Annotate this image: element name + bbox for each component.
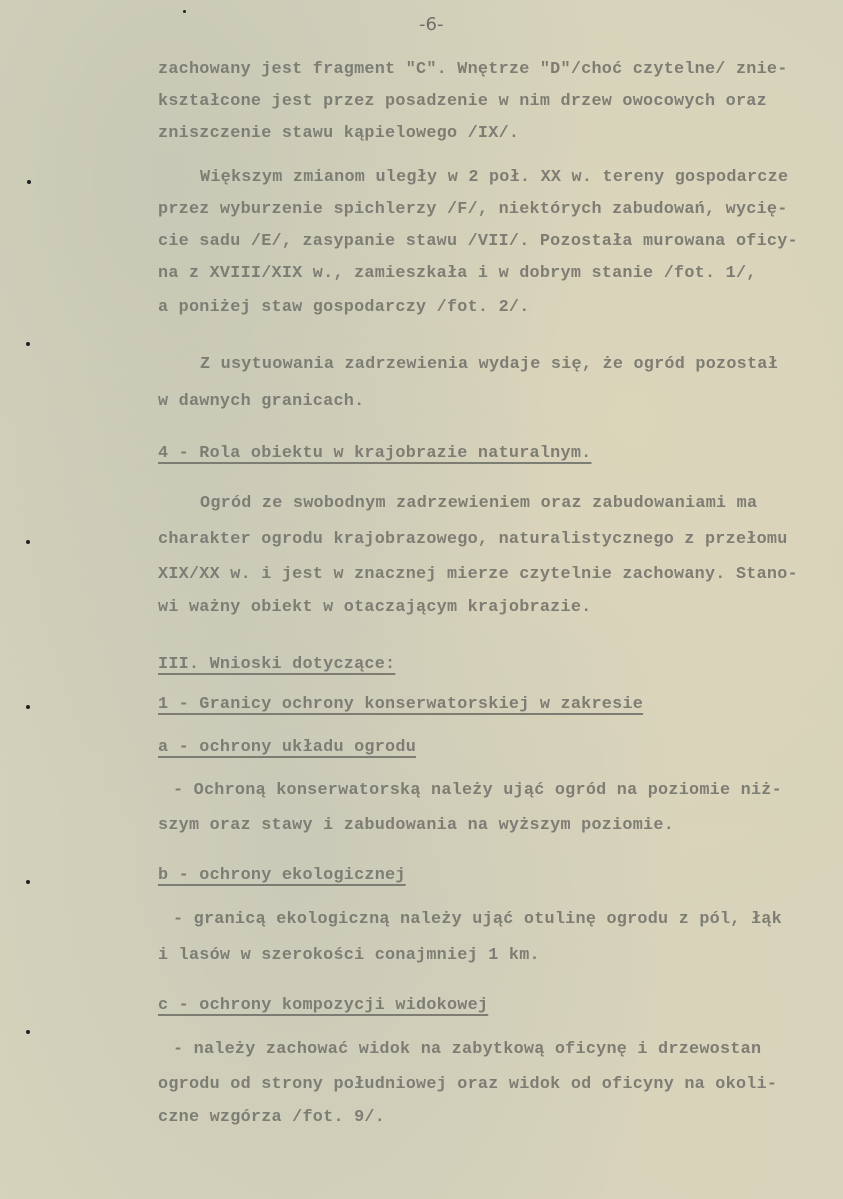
binder-hole-mark (26, 1030, 30, 1034)
text-line: XIX/XX w. i jest w znacznej mierze czytelnie zachowany. Stano- (158, 565, 798, 584)
text-line: zniszczenie stawu kąpielowego /IX/. (158, 124, 520, 143)
binder-hole-mark (27, 180, 31, 184)
text-line: a poniżej staw gospodarczy /fot. 2/. (158, 298, 530, 317)
text-line: w dawnych granicach. (158, 392, 365, 411)
section-heading-1: 1 - Granicy ochrony konserwatorskiej w zakresie (158, 695, 644, 714)
section-heading-c: c - ochrony kompozycji widokowej (158, 996, 489, 1015)
text-line: przez wyburzenie spichlerzy /F/, niektórych zabudowań, wycię- (158, 200, 788, 219)
section-heading-b: b - ochrony ekologicznej (158, 866, 406, 885)
section-heading-4: 4 - Rola obiektu w krajobrazie naturalnym. (158, 444, 592, 463)
text-line: na z XVIII/XIX w., zamieszkała i w dobrym stanie /fot. 1/, (158, 264, 757, 283)
binder-hole-mark (26, 540, 30, 544)
binder-hole-mark (26, 880, 30, 884)
text-line: charakter ogrodu krajobrazowego, naturalistycznego z przełomu (158, 530, 788, 549)
binder-hole-mark (26, 342, 30, 346)
text-line: szym oraz stawy i zabudowania na wyższym poziomie. (158, 816, 675, 835)
text-line: wi ważny obiekt w otaczającym krajobrazie. (158, 598, 592, 617)
text-line: - granicą ekologiczną należy ująć otulinę ogrodu z pól, łąk (173, 910, 782, 929)
speck-mark (183, 10, 186, 13)
text-line: ogrodu od strony południowej oraz widok od oficyny na okoli- (158, 1075, 778, 1094)
text-line: kształcone jest przez posadzenie w nim drzew owocowych oraz (158, 92, 767, 111)
binder-hole-mark (26, 705, 30, 709)
text-line: - należy zachować widok na zabytkową oficynę i drzewostan (173, 1040, 762, 1059)
text-line: czne wzgórza /fot. 9/. (158, 1108, 386, 1127)
section-heading-a: a - ochrony układu ogrodu (158, 738, 417, 757)
text-line: i lasów w szerokości conajmniej 1 km. (158, 946, 540, 965)
text-line: zachowany jest fragment "C". Wnętrze "D"/choć czytelne/ znie- (158, 60, 788, 79)
section-heading-III: III. Wnioski dotyczące: (158, 655, 396, 674)
text-line: Ogród ze swobodnym zadrzewieniem oraz zabudowaniami ma (200, 494, 758, 513)
text-line: Większym zmianom uległy w 2 poł. XX w. tereny gospodarcze (200, 168, 789, 187)
page-number: -6- (419, 14, 444, 35)
text-line: Z usytuowania zadrzewienia wydaje się, że ogród pozostał (200, 355, 778, 374)
text-line: cie sadu /E/, zasypanie stawu /VII/. Pozostała murowana oficy- (158, 232, 798, 251)
text-line: - Ochroną konserwatorską należy ująć ogród na poziomie niż- (173, 781, 782, 800)
